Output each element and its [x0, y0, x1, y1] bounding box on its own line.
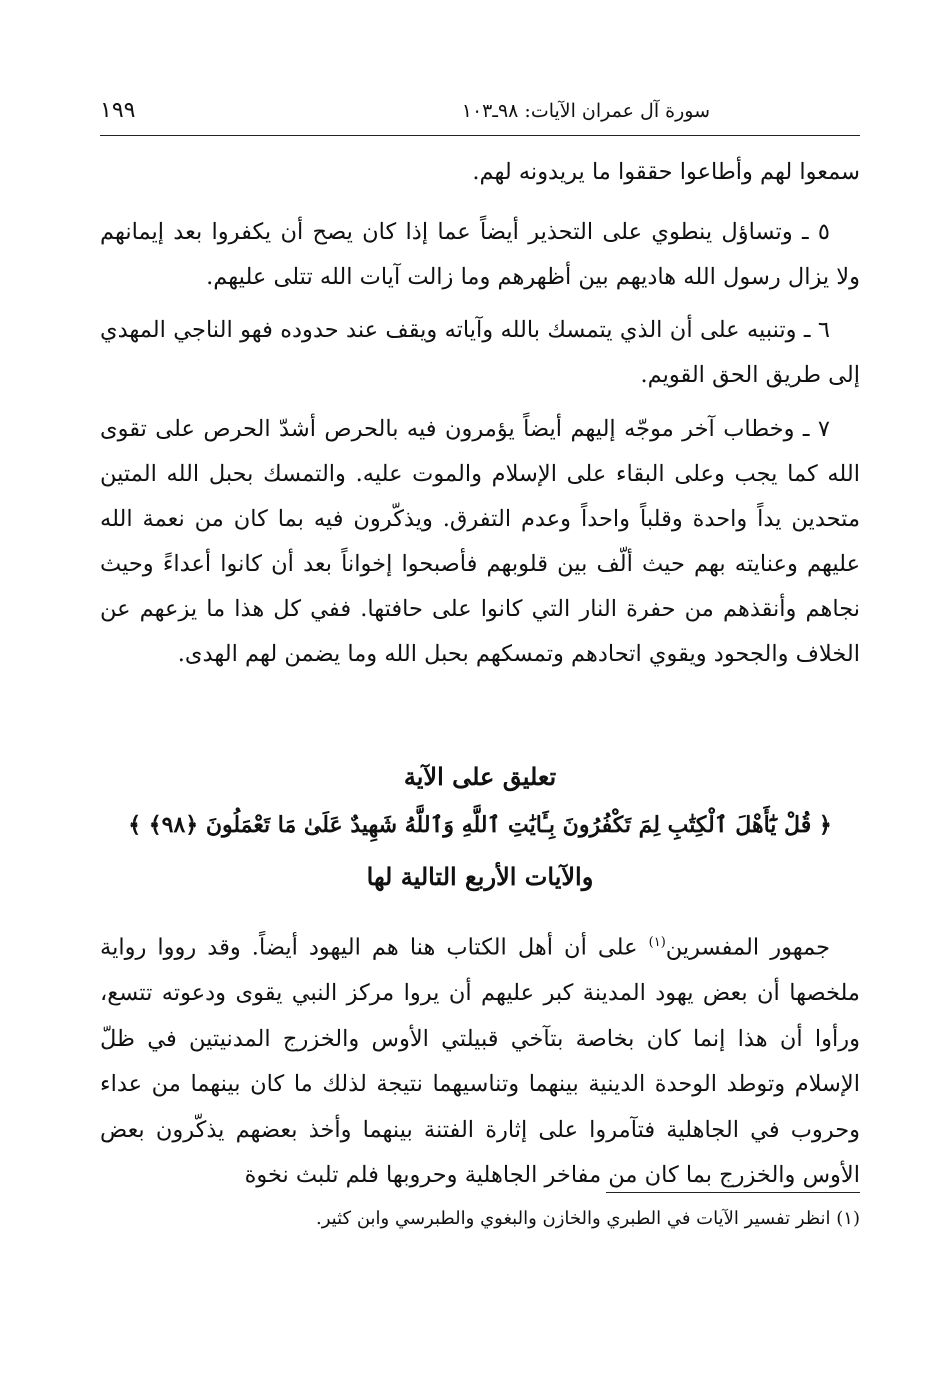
paragraph-point-7: ٧ ـ وخطاب آخر موجّه إليهم أيضاً يؤمرون فيه بالحرص أشدّ الحرص على تقوى الله كما يجب وعلى البقاء على الإسلام والموت عليه. والتمسك بحبل الله المتين متحدين يداً واحدة وقلباً واحداً وعدم التفرق. ويذكّرون فيه بما كان من نعمة الله عليهم وعنايته بهم حيث ألّف بين قلوبهم فأصبحوا إخواناً بعد أن كانوا أعداءً وحيث نجاهم وأنقذهم من حفرة النار التي كانوا على حافتها. ففي كل هذا ما يزعهم عن الخلاف والجحود ويقوي اتحادهم وتمسكهم بحبل الله وما يضمن لهم الهدى. [100, 416, 860, 667]
page-number: ١٩٩ [100, 98, 136, 123]
commentary-lead: جمهور المفسرين [665, 934, 830, 961]
section-title: تعليق على الآية [403, 762, 557, 791]
paragraph-point-5: ٥ ـ وتساؤل ينطوي على التحذير أيضاً عما إذا كان يصح أن يكفروا بعد إيمانهم ولا يزال رسول الله هاديهم بين أظهرهم وما زالت آيات الله تتلى عليهم. [100, 219, 860, 290]
paragraph-commentary [100, 920, 860, 1199]
running-title: سورة آل عمران الآيات: ٩٨ـ١٠٣ [461, 100, 710, 122]
paragraph-continuation: سمعوا لهم وأطاعوا حققوا ما يريدونه لهم. [472, 159, 860, 185]
quran-verse: ﴿ قُلْ يَٰٓأَهْلَ ٱلْكِتَٰبِ لِمَ تَكْفُرُونَ بِـَٔايَٰتِ ٱللَّهِ وَٱللَّهُ شَهِيدٌ عَلَىٰ مَا تَعْمَلُونَ ﴿٩٨﴾ ﴾ [128, 812, 832, 838]
footnote: (١) انظر تفسير الآيات في الطبري والخازن والبغوي والطبرسي وابن كثير. [316, 1208, 860, 1229]
footnote-rule [606, 1192, 860, 1193]
header-rule [100, 135, 860, 136]
page-header [100, 98, 860, 132]
commentary-body: على أن أهل الكتاب هنا هم اليهود أيضاً. وقد رووا رواية ملخصها أن بعض يهود المدينة كبر عليهم أن يروا مركز النبي يقوى ودعوته تتسع، ورأوا أن هذا إنما كان بخاصة بتآخي قبيلتي الأوس والخزرج المدنيتين في ظلّ الإسلام وتوطد الوحدة الدينية بينهما وتناسيهما نتيجة لذلك ما كان بينهما من عداء وحروب في الجاهلية فتآمروا على إثارة الفتنة بينهما وأخذ بعضهم يذكّرون بعض الأوس والخزرج بما كان من مفاخر الجاهلية وحروبها فلم تلبث نخوة [100, 934, 860, 1188]
section-subtitle: والآيات الأربع التالية لها [366, 862, 594, 891]
footnote-reference: (١) [648, 935, 666, 950]
paragraph-point-6: ٦ ـ وتنبيه على أن الذي يتمسك بالله وآياته ويقف عند حدوده فهو الناجي المهدي إلى طريق الحق القويم. [100, 317, 860, 388]
